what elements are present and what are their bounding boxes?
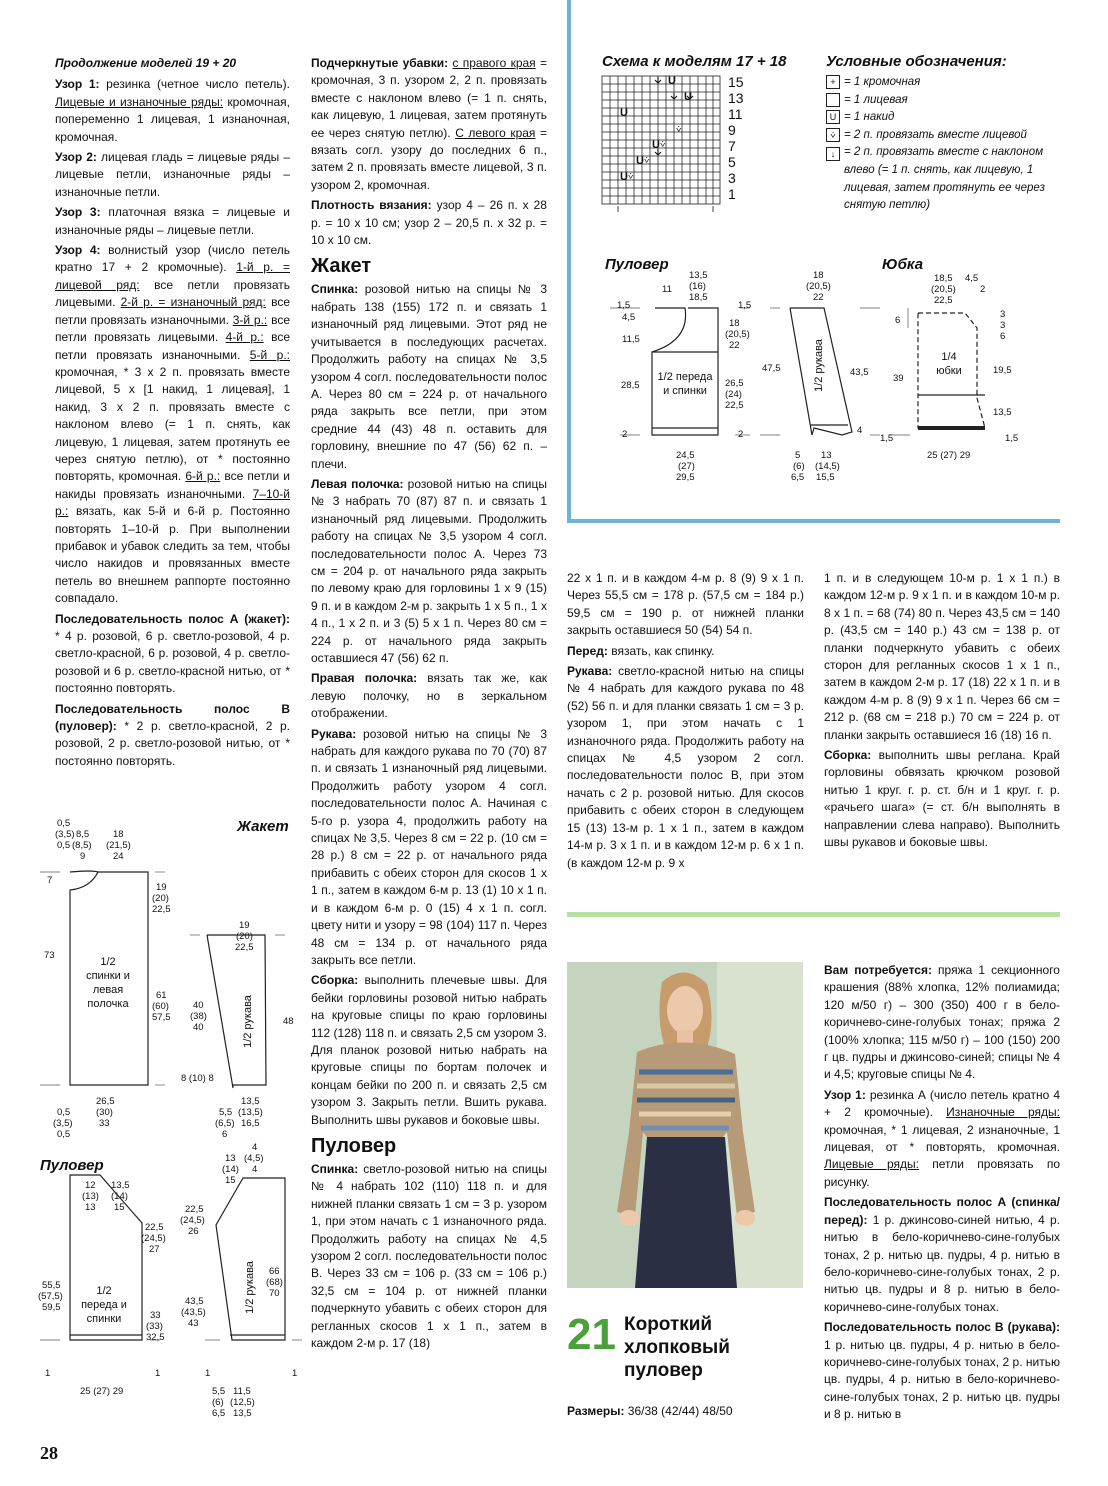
svg-text:U: U [620, 171, 628, 183]
dim-js-5-5: 5,5 [219, 1107, 233, 1118]
model-title: Короткий хлопковый пуловер [624, 1314, 730, 1381]
dim-pull-26-5: 26,5 [725, 378, 744, 389]
para-pullover-assembly: Сборка: выполнить швы реглана. Край горловины обвязать крючком розовой нитью 1 круг. г. р. ст. б/н и 1 круг. г. р. «рачьего шага» (= ст. б/н выполнять в направлении слева направо). Выполнить швы рукавов и боковые швы. [824, 748, 1060, 850]
section-jacket: Жакет [311, 255, 372, 278]
dim-p-15: 15 [114, 1202, 125, 1213]
dim-ps-24-5b: (24,5) [141, 1233, 166, 1244]
pullover-left-title: Пуловер [40, 1157, 104, 1174]
column-4 [824, 570, 1060, 855]
dim-j-26-5: 26,5 [96, 1096, 115, 1107]
dim-js-6: 6 [222, 1129, 228, 1140]
legend-item: ↓ = 2 п. провязать вместе с наклоном влево (= 1 п. снять, как лицевую, 1 лицевая, затем протянуть ее через снятую петлю) [826, 144, 1051, 214]
dim-j-7: 7 [47, 875, 53, 886]
para-uzor4: Узор 4: волнистый узор (число петель кратно 17 + 2 кромочные). 1-й р. = лицевой ряд: все петли провязать лицевыми. 2-й р. = изнаночный ряд: все петли провязать изнаночными. 3-й р.: все петли провязать лицевыми. 4-й р.: все петли провязать изнаночными. 5-й р.: кромочная, * 3 х 2 п. провязать вместе лицевой, 5 х [1 накид, 1 лицевая], 1 накид, 3 х 2 п. провязать вместе с наклоном влево (= 1 п. снять, как лицевую, 1 лицевая, затем протянуть ее через снятую петлю), от * постоянно повторять, кромочная. 6-й р.: все петли и накиды провязать изнаночными. 7–10-й р.: вязать, как 5-й и 6-й р. Постоянно повторять 1–10-й р. При выполнении прибавок и убавок следить за тем, чтобы число накидов и провязанных вместе петель во внешнем раппорте постоянно совпадало. [55, 243, 290, 606]
skirt-label: 1/4 юбки [936, 351, 962, 377]
skirt-diagram-title: Юбка [882, 256, 924, 273]
dim-j-3-5c: (3,5) [53, 1118, 73, 1129]
dim-j-22-5: 22,5 [152, 904, 171, 915]
jacket-sleeve-label: 1/2 рукава [241, 995, 254, 1048]
pullover-sleeve-outline [216, 1178, 285, 1340]
model-separator [567, 912, 1060, 917]
dim-js-16-5: 16,5 [241, 1118, 260, 1129]
dim-sl-18: 18 [813, 270, 824, 281]
dim-ps-6-5: 6,5 [212, 1408, 226, 1419]
para-jacket-assembly: Сборка: выполнить плечевые швы. Для бейки горловины розовой нитью набрать на круговые спицы по краю горловины 112 (128) 118 п. и связать 2,5 см узором 3. Для планок розовой нитью набрать на круговые спицы по бортам полочек и концам бейки по 200 п. и связать 2,5 см узором 3. Закрыть петли. Вшить рукава. Выполнить швы рукавов и боковые швы. [311, 973, 547, 1127]
dim-ps-13-5: 13,5 [233, 1408, 252, 1419]
dim-sl-6: (6) [793, 461, 805, 472]
dim-j-30: (30) [96, 1107, 113, 1118]
dim-p-bottom: 25 (27) 29 [80, 1386, 124, 1397]
dim-j-20: (20) [152, 893, 169, 904]
model-sizes: Размеры: 36/38 (42/44) 48/50 [567, 1404, 733, 1418]
dim-ps-22-5: 22,5 [185, 1204, 204, 1215]
dim-pull-2b: 2 [738, 429, 744, 440]
dim-ps-22-5b: 22,5 [145, 1222, 164, 1233]
column-2 [311, 55, 547, 1355]
dim-j-33: 33 [99, 1118, 110, 1129]
dim-pull-11-5: 11,5 [622, 334, 640, 345]
dim-ps-6: (6) [212, 1397, 224, 1408]
dim-ps-13: 13 [225, 1153, 236, 1164]
para-front: Перед: вязать, как спинку. [567, 643, 715, 658]
para-jacket-back: Спинка: розовой нитью на спицы № 3 набрать 138 (155) 172 п. и связать 1 изнаночный ряд лицевыми. Этот ряд не учитывается в последующих расчетах. Продолжить работу на спицах № 3,5 узором 4 согл. последовательности полос А. Через 80 см = 224 р. от начального ряда закрыть все петли, при этом средние 44 (43) 48 п. оставить для горловину, внешние по 47 (56) 62 п. – плечи. [311, 282, 547, 471]
dim-j-8-5b: (8,5) [72, 840, 92, 851]
dim-sk-39: 39 [893, 373, 904, 384]
model-number: 21 [567, 1310, 616, 1359]
dim-sl-22: 22 [813, 292, 824, 303]
para-seq-b: Последовательность полос В (пуловер): * 2 р. светло-красной, 2 р. розовой, 2 р. светло-розовой нитью, от * постоянно повторять. [55, 701, 290, 768]
dim-ps-5-5: 5,5 [212, 1386, 226, 1397]
dim-pull-top-3: 18,5 [689, 292, 708, 303]
dim-ps-12-5: (12,5) [230, 1397, 255, 1408]
frame-left-line [567, 0, 571, 523]
dim-pull-18: 18 [729, 318, 740, 329]
dim-pull-top-2: (16) [689, 281, 706, 292]
dim-js-40: 40 [193, 1000, 204, 1011]
dim-sk-22-5: 22,5 [934, 295, 953, 306]
dim-ps-1b: 1 [292, 1368, 298, 1379]
dim-ps-70: 70 [269, 1288, 280, 1299]
legend-item: ⩒ = 2 п. провязать вместе лицевой [826, 127, 1051, 145]
dim-ps-1a: 1 [205, 1368, 211, 1379]
pullover-diagram-title: Пуловер [605, 256, 669, 273]
legend-item: U = 1 накид [826, 109, 1051, 127]
dim-p-12: 12 [85, 1180, 96, 1191]
dim-pull-22: 22 [729, 340, 740, 351]
dim-js-8-10-8: 8 (10) 8 [181, 1073, 214, 1084]
para-seq-a: Последовательность полос А (жакет): * 4 р. розовой, 6 р. светло-розовой, 4 р. светло-красной, 6 р. розовой, 4 р. светло-розовой и 6 р. светло-красной нитью, от * постоянно повторять. [55, 611, 290, 696]
dim-p-13: (13) [82, 1191, 99, 1202]
scheme-chart [598, 72, 748, 212]
scheme-row-numbers: 15 13 11 9 7 5 3 1 [728, 74, 744, 202]
dim-js-20: (20) [236, 931, 253, 942]
dim-ps-26: 26 [188, 1226, 199, 1237]
dim-js-38: (38) [190, 1011, 207, 1022]
dim-js-40b: 40 [193, 1022, 204, 1033]
dim-p-1a: 1 [45, 1368, 51, 1379]
svg-text:U: U [668, 75, 676, 87]
dim-j-3-5: (3,5) [55, 829, 75, 840]
legend-item: = 1 лицевая [826, 92, 1051, 110]
para-gauge: Плотность вязания: узор 4 – 26 п. х 28 р. = 10 х 10 см; узор 2 – 20,5 п. х 32 р. = 10 х 10 см. [311, 198, 547, 248]
dim-js-19: 19 [239, 920, 250, 931]
k2tog-icon: ⩒ [826, 128, 840, 142]
svg-text:U: U [620, 107, 628, 119]
dim-p-1b: 1 [155, 1368, 161, 1379]
dim-pull-1-5a: 1,5 [617, 300, 631, 311]
dim-ps-24-5: (24,5) [180, 1215, 205, 1226]
knit-stitch-icon [826, 93, 840, 107]
para-materials: Вам потребуется: пряжа 1 секционного крашения (88% хлопка, 12% полиамида; 120 м/50 г) – 300 (350) 400 г в бело-коричнево-сине-голубых тонах; пряжа 2 (100% хлопка; 115 м/50 г) – 100 (150) 200 г цв. пудры и джинсово-синей; спицы № 4 и 4,5; круговые спицы № 4. [824, 963, 1060, 1082]
dim-j-0-5b: 0,5 [57, 840, 71, 851]
dim-sl-6-5: 6,5 [791, 472, 805, 483]
model-figure [567, 962, 803, 1288]
scheme-title: Схема к моделям 17 + 18 [602, 53, 787, 70]
section-pullover: Пуловер [311, 1134, 397, 1157]
dim-p-59-5: 59,5 [42, 1302, 61, 1313]
dim-ps-11-5: 11,5 [233, 1386, 251, 1397]
continuation-heading: Продолжение моделей 19 + 20 [55, 56, 237, 70]
dim-ps-4b: 4 [252, 1164, 258, 1175]
dim-sk-2: 2 [980, 284, 986, 295]
jacket-body-label: 1/2 спинки и левая полочка [86, 956, 130, 1010]
edge-stitch-icon: + [826, 75, 840, 89]
dim-js-13-5b: (13,5) [238, 1107, 263, 1118]
dim-p-57-5: (57,5) [38, 1291, 63, 1302]
dim-j-57-5: 57,5 [152, 1012, 171, 1023]
dim-pull-4-5: 4,5 [622, 312, 636, 323]
dim-p-32-5: 32,5 [146, 1332, 165, 1343]
para-jacket-sleeves: Рукава: розовой нитью на спицы № 3 набрать для каждого рукава по 70 (70) 87 п. и связать 1 изнаночный ряд лицевыми. Продолжить работу узором 4 согл. последовательности полос А. Начиная с 5-го р. узора 4, продолжить работу на спицах № 3,5. Через 8 см = 22 р. (10 см = 28 р.) 8 см = 22 р. от начального ряда прибавить с обеих сторон для скосов 1 х 1 п., затем в каждом 6-м р. 13 (1) 10 х 1 п. и в каждом 6-м р. 0 (15) 4 х 1 п. согл. цвету нити и узору = 98 (104) 117 п. Через 48 см = 134 р. от начального ряда закрыть все петли. [311, 726, 547, 967]
dim-j-19: 19 [156, 882, 167, 893]
dim-j-9: 9 [80, 851, 86, 862]
dim-pull-1-5b: 1,5 [738, 300, 752, 311]
dim-j-18: 18 [113, 829, 124, 840]
dim-ps-27: 27 [149, 1244, 160, 1255]
dim-sk-4-5: 4,5 [965, 273, 979, 284]
para-pullover-sleeves: Рукава: светло-красной нитью на спицы № 4 набрать для каждого рукава по 48 (52) 56 п. и для планки связать 1 см = 3 р. узором 1, при этом начать с 1 изнаночного ряда. Продолжить работу на спицах № 4,5 узором 2 согл. последовательности полос В, при этом начать с 2 р. розовой нитью. Для скосов прибавить с обеих сторон в следующем 15 (13) 13-м р. 1 х 1 п., затем в каждом 14-м р. 3 х 1 п. и в каждом 12-м р. 6 х 1 п. (в каждом 12-м р. 9 х [567, 664, 804, 870]
dim-pull-2a: 2 [622, 429, 628, 440]
dim-j-0-5d: 0,5 [57, 1129, 71, 1140]
dim-sk-6r: 6 [1000, 331, 1006, 342]
para-uzor3: Узор 3: платочная вязка = лицевые и изнаночные ряды – лицевые петли. [55, 205, 290, 237]
column-1 [55, 55, 290, 773]
dim-js-13-5: 13,5 [241, 1096, 260, 1107]
dim-ps-4-5: (4,5) [244, 1153, 264, 1164]
dim-sl-43-5: 43,5 [850, 367, 869, 378]
svg-text:⩒: ⩒ [644, 155, 650, 165]
dim-pull-20-5: (20,5) [725, 329, 750, 340]
para-sleeves-cont: 1 п. и в следующем 10-м р. 1 х 1 п.) в каждом 12-м р. 9 х 1 п. и в каждом 10-м р. 8 х 1 п. = 68 (74) 80 п. Через 43,5 см = 140 р. (43,5 см = 140 р.) 43 см = 138 р. от планки подчеркнуто убавить с обеих сторон для регланных скосов 1 х 1 п., затем в каждом 2-м р. 17 (18) 22 х 1 п. и в каждом 4-м р. 8 (9) 9 х 1 п. Через 66 см = 212 р. (68 см = 218 р.) 70 см = 224 р. от планки закрыть оставшиеся 16 (18) 16 п. [824, 571, 1060, 742]
sleeve-label: 1/2 рукава [812, 339, 825, 392]
dim-js-22-5: 22,5 [235, 942, 254, 953]
dim-j-73: 73 [44, 950, 55, 961]
dim-p-55-5: 55,5 [42, 1280, 61, 1291]
svg-text:⩒: ⩒ [628, 171, 634, 181]
dim-js-48: 48 [283, 1016, 294, 1027]
frame-bottom-line [567, 519, 1060, 523]
dim-sl-15-5: 15,5 [816, 472, 835, 483]
dim-ps-4: 4 [252, 1142, 258, 1153]
dim-pull-24-5: 24,5 [676, 450, 695, 461]
model-photo [567, 962, 803, 1288]
dim-ps-14: (14) [222, 1164, 239, 1175]
legend [826, 74, 1051, 215]
dim-sk-18-5: 18,5 [934, 273, 953, 284]
para-uzor2: Узор 2: лицевая гладь = лицевые ряды – лицевые петли, изнаночные ряды – изнаночные петли. [55, 150, 291, 199]
dim-sk-13-5: 13,5 [993, 407, 1012, 418]
svg-text:⩒: ⩒ [676, 124, 682, 134]
column-3 [567, 570, 804, 875]
para-pullover-back: Спинка: светло-розовой нитью на спицы № 4 набрать 102 (110) 118 п. и для нижней планки связать 1 см = 3 р. узором 1, при этом начать с 1 изнаночного ряда. Продолжить работу на спицах № 4,5 узором 2 согл. последовательности полос В. Через 33 см = 106 р. (33 см = 106 р.) 32,5 см = 104 р. от нижней планки подчеркнуто убавить с обеих сторон для регланных скосов 1 х 1 п., затем в каждом 2-м р. 17 (18) [311, 1161, 547, 1351]
dim-j-0-5: 0,5 [57, 818, 71, 829]
dim-sk-3b: 3 [1000, 320, 1006, 331]
dim-ps-66: 66 [269, 1266, 280, 1277]
dim-p-14: (14) [111, 1191, 128, 1202]
dim-ps-43-5: 43,5 [185, 1296, 204, 1307]
dim-p-13-5: 13,5 [111, 1180, 130, 1191]
para-right-front: Правая полочка: вязать так же, как левую полочку, но в зеркальном отображении. [311, 671, 547, 721]
dim-sk-1-5b: 1,5 [1005, 433, 1019, 444]
dim-sk-20-5: (20,5) [931, 284, 956, 295]
pull-body-label: 1/2 переда и спинки [657, 371, 713, 397]
dim-j-24: 24 [113, 851, 124, 862]
dim-sl-14-5: (14,5) [815, 461, 840, 472]
para-stripes-a: Последовательность полос А (спинка/перед): 1 р. джинсово-синей нитью, 4 р. нитью в бело-коричнево-сине-голубых тонах, 2 р. нитью цв. пудры, 4 р. нитью в бело-коричнево-сине-голубых тонах, 2 р. нитью цв. пудры и 8 р. нитью в бело-коричнево-сине-голубых тонах. [824, 1195, 1060, 1314]
dim-ps-15: 15 [225, 1175, 236, 1186]
dim-ps-43: 43 [188, 1318, 199, 1329]
dim-pull-11: 11 [662, 284, 672, 295]
para-uzor1: Узор 1: резинка (четное число петель). Лицевые и изнаночные ряды: кромочная, попеременно 1 лицевая, 1 изнаночная, кромочная. [55, 77, 290, 144]
para-stripes-b: Последовательность полос В (рукава): 1 р. нитью цв. пудры, 4 р. нитью в бело-коричнево-сине-голубых тонах, 2 р. нитью цв. пудры, 4 р. нитью в бело-коричнево-сине-голубых тонах, 2 р. нитью цв. пудры и 8 р. нитью в [824, 1320, 1060, 1422]
pull-sleeve-label: 1/2 рукава [243, 1261, 256, 1314]
dim-j-8-5: 8,5 [76, 829, 90, 840]
dim-js-6-5: (6,5) [215, 1118, 235, 1129]
dim-sl-5: 5 [795, 450, 801, 461]
dim-p-13b: 13 [85, 1202, 96, 1213]
dim-j-0-5c: 0,5 [57, 1107, 71, 1118]
dim-sk-bottom: 25 (27) 29 [927, 450, 971, 461]
dim-pull-24: (24) [725, 389, 742, 400]
dim-p-33: 33 [150, 1310, 161, 1321]
jacket-sleeve-outline [207, 935, 266, 1088]
para-pattern-1: Узор 1: резинка А (число петель кратно 4 + 2 кромочные). Изнаночные ряды: кромочная, * 1 лицевая, 2 изнаночные, 1 лицевая, от * повторять, кромочная. Лицевые ряды: петли провязать по рисунку. [824, 1087, 1061, 1189]
svg-text:U: U [636, 155, 644, 167]
svg-text:⩒: ⩒ [660, 139, 666, 149]
para-left-front: Левая полочка: розовой нитью на спицы № 3 набрать 70 (87) 87 п. и связать 1 изнаночный ряд лицевыми. Продолжить работу на спицах № 3,5 узором 4 согл. последовательности полос А. Через 73 см = 204 р. от начального ряда закрыть по левому краю для горловины 1 х 9 (15) 9 п. и в каждом 2-м р. закрыть 1 х 5 п., 1 х 4 п., 1 х 2 п. и 3 (5) 5 х 1 п. Через 80 см = 224 р. от начального ряда закрыть оставшиеся 47 (56) 62 п. [311, 476, 547, 665]
dim-pull-27: (27) [678, 461, 695, 472]
dim-ps-68: (68) [266, 1277, 283, 1288]
column-5 [824, 962, 1060, 1427]
dim-p-33b: (33) [146, 1321, 163, 1332]
legend-item: + = 1 кромочная [826, 74, 1051, 92]
svg-text:U: U [652, 139, 660, 151]
dim-sk-3a: 3 [1000, 309, 1006, 320]
svg-text:U: U [684, 91, 692, 103]
dim-sl-13: 13 [821, 450, 832, 461]
para-decreases: Подчеркнутые убавки: с правого края = кромочная, 3 п. узором 2, 2 п. провязать вместе с наклоном влево (= 1 п. снять, как лицевую, 1 лицевая, затем протянуть ее через снятую петлю). С левого края = вязать согл. узору до последних 6 п., затем 2 п. провязать вместе лицевой, 3 п. узором 2, кромочная. [311, 56, 548, 192]
dim-sk-1-5a: 1,5 [880, 433, 894, 444]
dim-pull-top-1: 13,5 [689, 270, 708, 281]
dim-j-21-5: (21,5) [106, 840, 131, 851]
dim-pull-29-5: 29,5 [676, 472, 695, 483]
dim-j-60: (60) [152, 1001, 169, 1012]
legend-title: Условные обозначения: [826, 53, 1007, 70]
dim-pull-22-5: 22,5 [725, 400, 744, 411]
dim-sk-19-5: 19,5 [993, 365, 1012, 376]
dim-sl-20-5: (20,5) [806, 281, 831, 292]
yarn-over-icon: U [826, 110, 840, 124]
pull-body-label-left: 1/2 переда и спинки [81, 1285, 127, 1325]
dim-ps-43-5b: (43,5) [181, 1307, 206, 1318]
para-pullover-back-cont: 22 х 1 п. и в каждом 4-м р. 8 (9) 9 х 1 п. Через 55,5 см = 178 р. (57,5 см = 184 р.) 59,5 см = 190 р. от нижней планки закрыть оставшиеся 50 (54) 54 п. [567, 571, 804, 638]
dim-sk-6: 6 [895, 315, 901, 326]
page-number: 28 [40, 1443, 58, 1463]
jacket-diagram-title: Жакет [237, 818, 289, 835]
dim-sl-4: 4 [857, 425, 863, 436]
dim-j-61: 61 [156, 990, 167, 1001]
dim-pull-28-5: 28,5 [621, 380, 640, 391]
dim-sl-47-5: 47,5 [762, 363, 781, 374]
ssk-icon: ↓ [826, 147, 840, 161]
